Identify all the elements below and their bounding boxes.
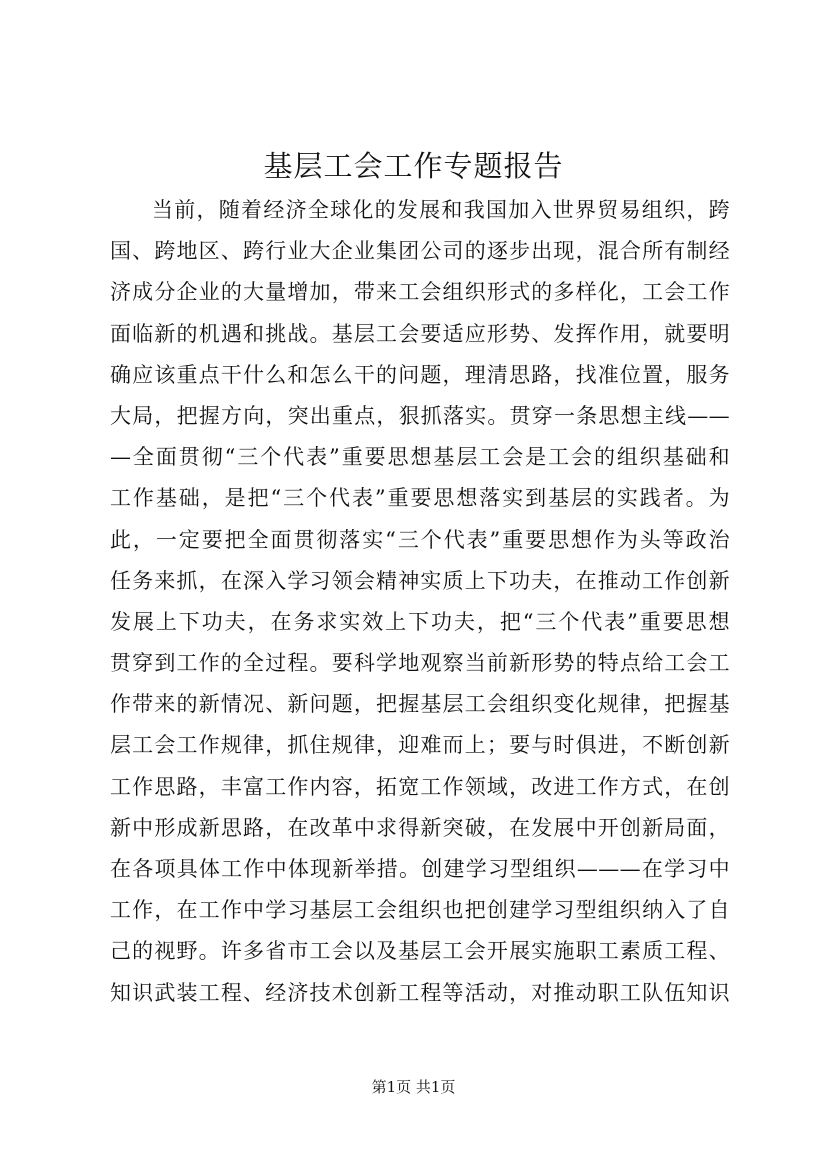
text-line: 层工会工作规律，抓住规律，迎难而上；要与时俱进，不断创新 [110,733,730,758]
text-line: 国、跨地区、跨行业大企业集团公司的逐步出现，混合所有制经 [110,239,730,264]
text-line: 济成分企业的大量增加，带来工会组织形式的多样化，工会工作 [110,280,730,305]
text-line: 发展上下功夫，在务求实效上下功夫，把“三个代表”重要思想 [110,609,730,634]
text-line: 大局，把握方向，突出重点，狠抓落实。贯穿一条思想主线—— [110,403,730,428]
text-line: —全面贯彻“三个代表”重要思想基层工会是工会的组织基础和 [110,445,730,470]
text-line: 工作，在工作中学习基层工会组织也把创建学习型组织纳入了自 [110,898,730,923]
text-line: 此，一定要把全面贯彻落实“三个代表”重要思想作为头等政治 [110,527,730,552]
text-line: 当前，随着经济全球化的发展和我国加入世界贸易组织，跨 [152,198,730,222]
text-line: 面临新的机遇和挑战。基层工会要适应形势、发挥作用，就要明 [110,321,730,346]
text-line: 确应该重点干什么和怎么干的问题，理清思路，找准位置，服务 [110,362,730,387]
text-line: 贯穿到工作的全过程。要科学地观察当前新形势的特点给工会工 [110,651,730,676]
body-text [110,190,730,1014]
text-line: 工作思路，丰富工作内容，拓宽工作领域，改进工作方式，在创 [110,774,730,799]
page-title: 基层工会工作专题报告 [263,149,564,183]
text-line: 己的视野。许多省市工会以及基层工会开展实施职工素质工程、 [110,939,730,964]
text-line: 作带来的新情况、新问题，把握基层工会组织变化规律，把握基 [110,692,730,717]
page-footer: 第1页 共1页 [371,1078,456,1096]
text-line: 在各项具体工作中体现新举措。创建学习型组织———在学习中 [110,857,730,881]
text-line: 知识武装工程、经济技术创新工程等活动，对推动职工队伍知识 [110,980,730,1005]
text-line: 任务来抓，在深入学习领会精神实质上下功夫，在推动工作创新 [110,568,730,593]
text-line: 工作基础，是把“三个代表”重要思想落实到基层的实践者。为 [110,486,730,511]
text-line: 新中形成新思路，在改革中求得新突破，在发展中开创新局面， [110,815,730,840]
